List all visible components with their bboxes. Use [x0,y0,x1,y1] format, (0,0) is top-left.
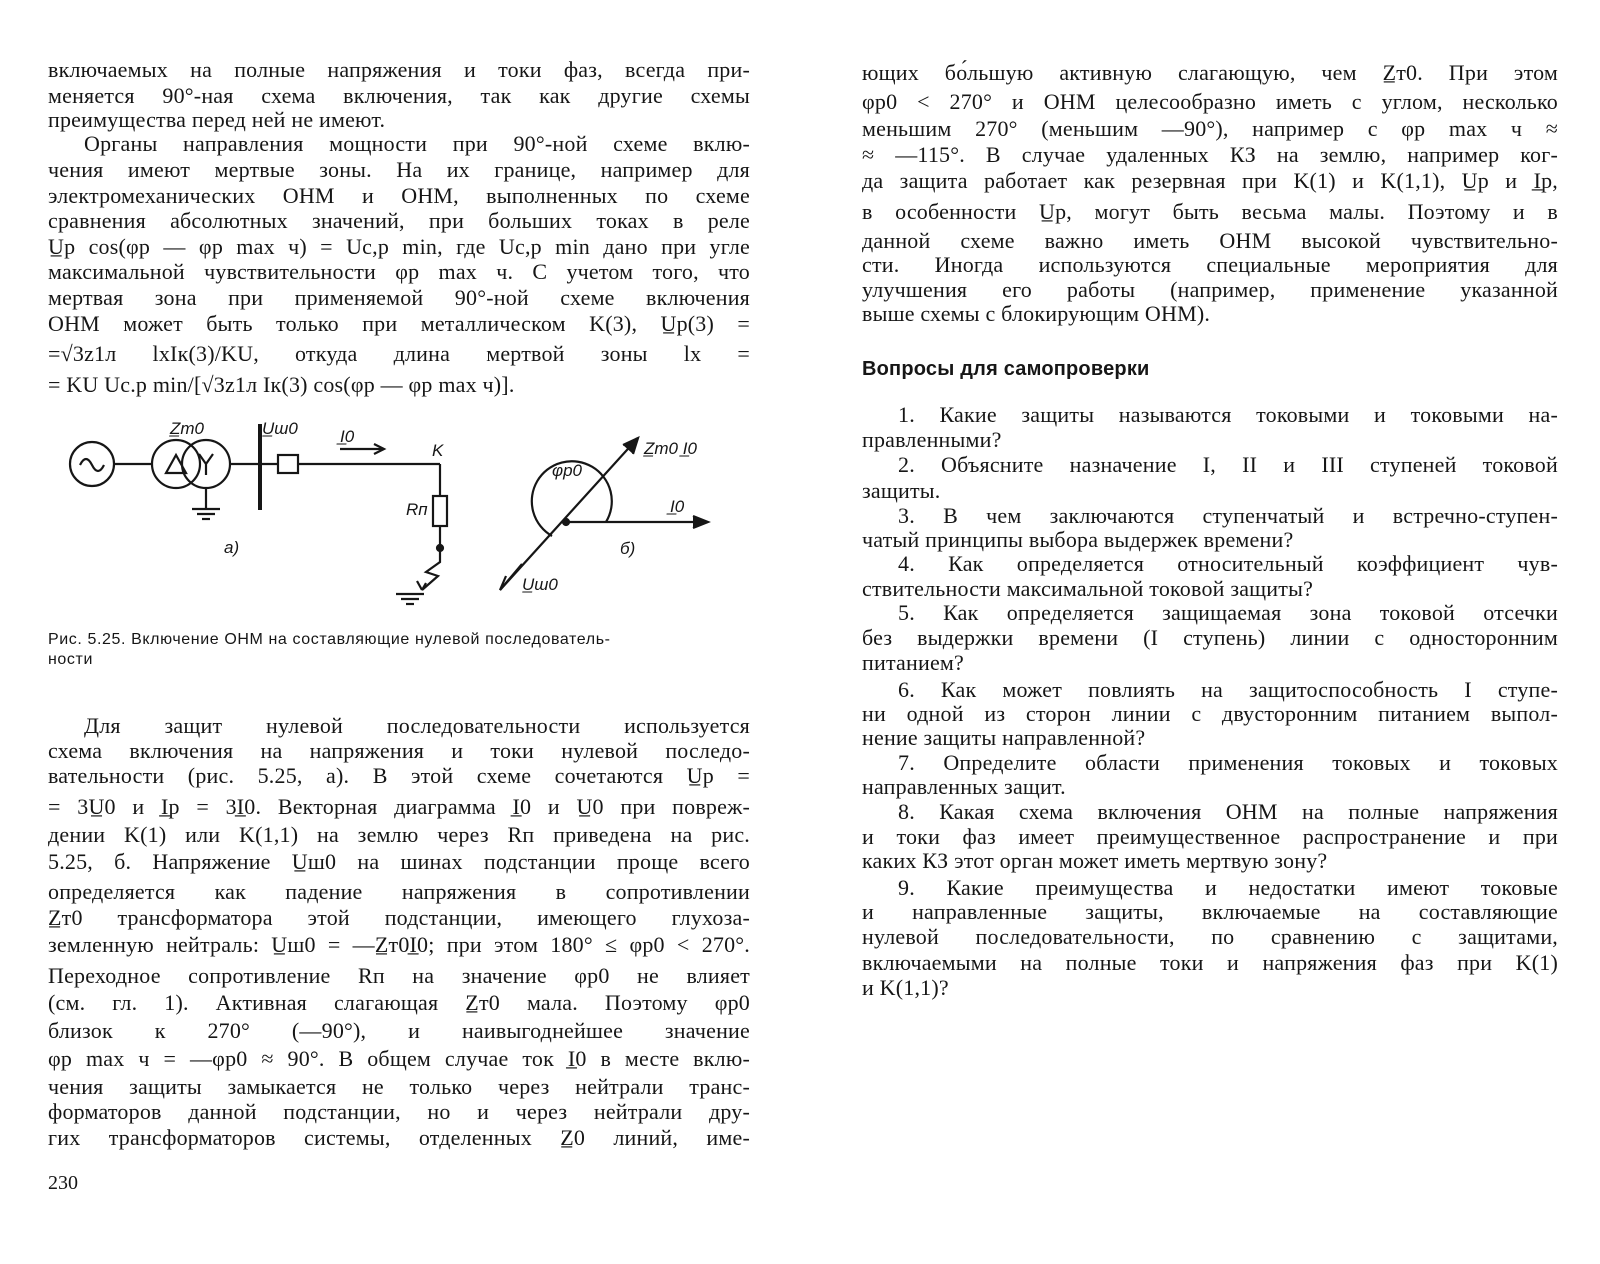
text-line: ющих бо́льшую активную слагающую, чем Z̲т0. При этом [862,60,1558,85]
text-line: выше схемы с блокирующим ОНМ). [862,301,1211,326]
text-line: (см. гл. 1). Активная слагающая Z̲т0 мала. Поэтому φр0 [48,990,750,1015]
list-item: ствительности максимальной токовой защиты? [862,576,1314,601]
caption-line: ности [48,651,93,668]
list-item: чатый принципы выбора выдержек времени? [862,527,1294,552]
list-item: 9. Какие преимущества и недостатки имеют токовые [898,875,1558,900]
list-item: и направленные защиты, включаемые на составляющие [862,899,1558,924]
list-item: 5. Как определяется защищаемая зона токовой отсечки [898,600,1558,625]
list-item: правленными? [862,427,1002,452]
page-number: 230 [48,1172,78,1194]
text-line: улучшения его работы (например, применение указанной [862,277,1558,302]
label-z-t0-i0: Z̲т0 I̲0 [644,439,697,458]
label-z-t0: Z̲т0 [170,419,204,438]
text-line: φр0 < 270° и ОНМ целесообразно иметь с углом, несколько [862,89,1558,114]
list-item: без выдержки времени (I ступень) линии с односторонним [862,625,1558,650]
list-item: направленных защит. [862,774,1066,799]
list-item: 6. Как может повлиять на защитоспособность I ступе- [898,677,1558,702]
section-heading: Вопросы для самопроверки [862,358,1150,380]
list-item: каких КЗ этот орган может иметь мертвую зону? [862,848,1328,873]
text-line: вательности (рис. 5.25, а). В этой схеме сочетаются U̲р = [48,763,750,788]
figure-labels [48,412,750,622]
text-line: в особенности U̲р, могут быть весьма малы. Поэтому и в [862,199,1558,224]
label-phi-p0: φр0 [552,461,582,480]
list-item: включаемыми на полные токи и напряжения фаз при K(1) [862,950,1558,975]
text-line: земленную нейтраль: U̲ш0 = —Z̲т0I̲0; при этом 180° ≤ φр0 < 270°. [48,932,750,957]
list-item: 7. Определите области применения токовых и токовых [898,750,1558,775]
label-r-p: Rп [406,500,428,519]
text-line: ОНМ может быть только при металлическом K(3), U̲р(3) = [48,311,750,336]
text-line: схема включения на напряжения и токи нулевой последо- [48,738,750,763]
text-line: φр max ч = —φр0 ≈ 90°. В общем случае ток I̲0 в месте вклю- [48,1046,750,1071]
text-line: электромеханических ОНМ и ОНМ, выполненных по схеме [48,183,750,208]
text-line: да защита работает как резервная при K(1) и K(1,1), U̲р и I̲р, [862,168,1558,193]
text-line: гих трансформаторов системы, отделенных Z̲0 линий, име- [48,1125,750,1150]
text-line: ≈ —115°. В случае удаленных КЗ на землю, например ког- [862,142,1558,167]
text-line: данной схеме важно иметь ОНМ высокой чувствительно- [862,228,1558,253]
text-line: форматоров данной подстанции, но и через нейтрали дру- [48,1099,750,1124]
list-item: нулевой последовательности, по сравнению с защитами, [862,924,1558,949]
text-line: меньшим 270° (меньшим —90°), например с φр max ч ≈ [862,116,1558,141]
label-i0: I̲0 [340,427,355,446]
label-u-sh0-vector: U̲ш0 [522,575,558,594]
text-line: = KU Uс.р min/[√3z1л Iк(3) cos(φр — φр max ч)]. [48,372,515,397]
list-item: 3. В чем заключаются ступенчатый и встречно-ступен- [898,503,1558,528]
figure-5-25 [48,412,750,622]
right-page [862,0,1558,1264]
text-line: Для защит нулевой последовательности используется [84,713,750,738]
text-line: = 3U̲0 и I̲р = 3I̲0. Векторная диаграмма I̲0 и U̲0 при повреж- [48,794,750,819]
text-line: чения защиты замыкается не только через нейтрали транс- [48,1074,750,1099]
list-item: защиты. [862,478,941,503]
text-line: =√3z1л lxIк(3)/KU, откуда длина мертвой зоны lx = [48,341,750,366]
list-item: питанием? [862,650,964,675]
list-item: 4. Как определяется относительный коэффициент чув- [898,551,1558,576]
text-line: чения имеют мертвые зоны. На их границе, например для [48,157,750,182]
text-line: U̲р cos(φр — φр max ч) = Uс,р min, где Uс,р min дано при угле [48,234,750,259]
list-item: 2. Объясните назначение I, II и III ступеней токовой [898,452,1558,477]
text-line: дении K(1) или K(1,1) на землю через Rп приведена на рис. [48,822,750,847]
list-item: и K(1,1)? [862,975,949,1000]
text-line: преимущества перед ней не имеют. [48,107,386,132]
text-line: мертвая зона при применяемой 90°-ной схеме включения [48,285,750,310]
left-page [48,0,750,1264]
list-item: 8. Какая схема включения ОНМ на полные напряжения [898,799,1558,824]
text-line: сравнения абсолютных значений, при больших токах в реле [48,208,750,233]
text-line: сти. Иногда используются специальные мероприятия для [862,252,1558,277]
label-i0-vector: I̲0 [670,497,685,516]
text-line: 5.25, б. Напряжение U̲ш0 на шинах подстанции проще всего [48,849,750,874]
text-line: Переходное сопротивление Rп на значение φр0 не влияет [48,963,750,988]
label-part-b: б) [620,539,636,558]
label-part-a: а) [224,538,240,557]
list-item: ни одной из сторон линии с двусторонним питанием выпол- [862,701,1558,726]
label-k: K [432,441,444,460]
list-item: 1. Какие защиты называются токовыми и токовыми на- [898,402,1558,427]
list-item: нение защиты направленной? [862,725,1146,750]
text-line: включаемых на полные напряжения и токи фаз, всегда при- [48,57,750,82]
text-line: максимальной чувствительности φр max ч. С учетом того, что [48,259,750,284]
text-line: близок к 270° (—90°), и наивыгоднейшее значение [48,1018,750,1043]
list-item: и токи фаз имеет преимущественное распространение и при [862,824,1558,849]
caption-line: Рис. 5.25. Включение ОНМ на составляющие нулевой последователь- [48,631,611,648]
text-line: Органы направления мощности при 90°-ной схеме вклю- [84,131,750,156]
text-line: меняется 90°-ная схема включения, так как другие схемы [48,83,750,108]
label-u-sh0: U̲ш0 [262,419,298,438]
text-line: Z̲т0 трансформатора этой подстанции, имеющего глухоза- [48,905,750,930]
text-line: определяется как падение напряжения в сопротивлении [48,879,750,904]
